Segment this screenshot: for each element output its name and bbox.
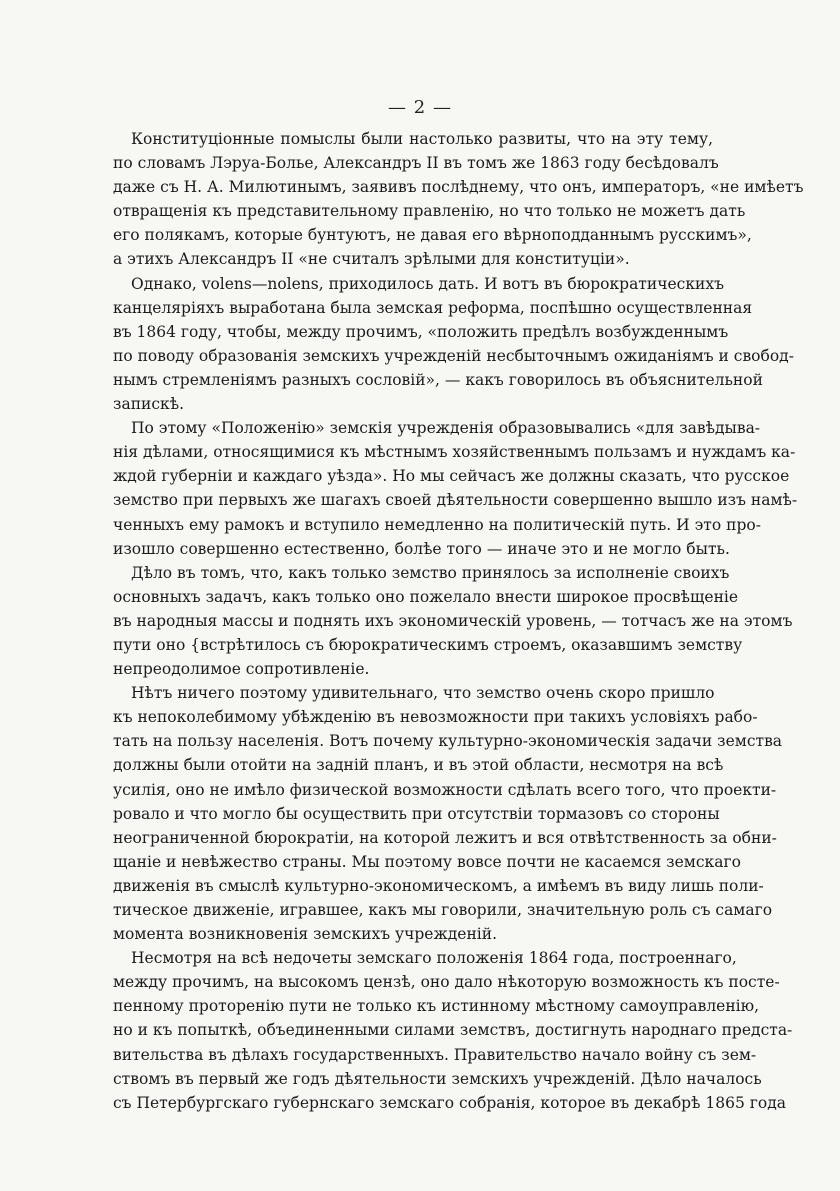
text-line: нія дѣлами, относящимися къ мѣстнымъ хозяйственнымъ пользамъ и нуждамъ ка- [113,443,796,462]
text-line: а этихъ Александръ II «не считалъ зрѣлыми для конституціи». [113,250,630,269]
page-number: — 2 — [388,97,452,118]
text-line: тать на пользу населенія. Вотъ почему культурно-экономическія задачи земства [113,732,783,751]
text-line: канцеляріяхъ выработана была земская реформа, поспѣшно осуществленная [113,298,753,317]
text-line: ствомъ въ первый же годъ дѣятельности земскихъ учрежденій. Дѣло началось [113,1069,762,1088]
body-text [113,127,804,1115]
text-line: Однако, volens—nolens, приходилось дать. И вотъ въ бюрократическихъ [131,274,724,293]
text-line: запискѣ. [113,395,184,414]
text-line: но и къ попыткѣ, объединенными силами земствъ, достигнуть народнаго предста- [113,1021,793,1040]
text-line: къ непоколебимому убѣжденію въ невозможности при такихъ условіяхъ рабо- [113,708,758,727]
text-line: съ Петербургскаго губернскаго земскаго собранія, которое въ декабрѣ 1865 года [113,1093,786,1112]
text-line: пути оно {встрѣтилось съ бюрократическимъ строемъ, оказавшимъ земству [113,635,743,654]
text-line: момента возникновенія земскихъ учрежденій. [113,925,498,944]
text-line: по словамъ Лэруа-Болье, Александръ II въ томъ же 1863 году бесѣдовалъ [113,154,719,173]
text-line: Дѣло въ томъ, что, какъ только земство принялось за исполненіе своихъ [131,563,730,582]
text-line: его полякамъ, которые бунтуютъ, не давая его вѣрноподданнымъ русскимъ», [113,226,752,245]
text-line: нымъ стремленіямъ разныхъ сословій», — какъ говорилось въ объяснительной [113,370,763,389]
text-line: вительства въ дѣлахъ государственныхъ. Правительство начало войну съ зем- [113,1045,757,1064]
text-line: Несмотря на всѣ недочеты земскаго положенія 1864 года, построеннаго, [131,949,737,968]
text-line: По этому «Положенію» земскія учрежденія образовывались «для завѣдыва- [131,419,761,438]
text-line: усилія, оно не имѣло физической возможности сдѣлать всего того, что проекти- [113,780,777,799]
text-line: основныхъ задачъ, какъ только оно пожелало внести широкое просвѣщеніе [113,587,739,606]
text-line: ровало и что могло бы осуществить при отсутствіи тормазовъ со стороны [113,804,720,823]
text-line: Нѣтъ ничего поэтому удивительнаго, что земство очень скоро пришло [131,684,715,703]
text-line: щаніе и невѣжество страны. Мы поэтому вовсе почти не касаемся земскаго [113,852,741,871]
text-line: тическое движеніе, игравшее, какъ мы говорили, значительную роль съ самаго [113,901,773,919]
text-line: ждой губерніи и каждаго уѣзда». Но мы сейчасъ же должны сказать, что русское [113,467,790,486]
text-line: даже съ Н. А. Милютинымъ, заявивъ послѣднему, что онъ, императоръ, «не имѣетъ [113,178,804,197]
text-line: непреодолимое сопротивленіе. [113,660,370,679]
text-line: неограниченной бюрократіи, на которой лежитъ и вся отвѣтственность за обни- [113,828,777,847]
text-line: пенному проторенію пути не только къ истинному мѣстному самоуправленію, [113,997,760,1016]
text-line: въ 1864 году, чтобы, между прочимъ, «положить предѣлъ возбужденнымъ [113,322,729,341]
text-line: изошло совершенно естественно, болѣе того — иначе это и не могло быть. [113,539,730,558]
text-line: ченныхъ ему рамокъ и вступило немедленно на политическій путь. И это про- [113,515,761,534]
text-line: въ народныя массы и поднять ихъ экономическій уровень, — тотчасъ же на этомъ [113,611,793,630]
text-line: по поводу образованія земскихъ учрежденій несбыточнымъ ожиданіямъ и свобод- [113,346,794,365]
text-line: должны были отойти на задній планъ, и въ этой области, несмотря на всѣ [113,756,724,775]
text-line: Конституціонные помыслы были настолько развиты, что на эту тему, [131,130,713,148]
text-line: движенія въ смыслѣ культурно-экономическомъ, а имѣемъ въ виду лишь поли- [113,876,764,895]
text-line: отвращенія къ представительному правленію, но что только не можетъ дать [113,202,746,221]
text-line: земство при первыхъ же шагахъ своей дѣятельности совершенно вышло изъ намѣ- [113,491,798,510]
text-line: между прочимъ, на высокомъ цензѣ, оно дало нѣкоторую возможность къ посте- [113,973,780,992]
